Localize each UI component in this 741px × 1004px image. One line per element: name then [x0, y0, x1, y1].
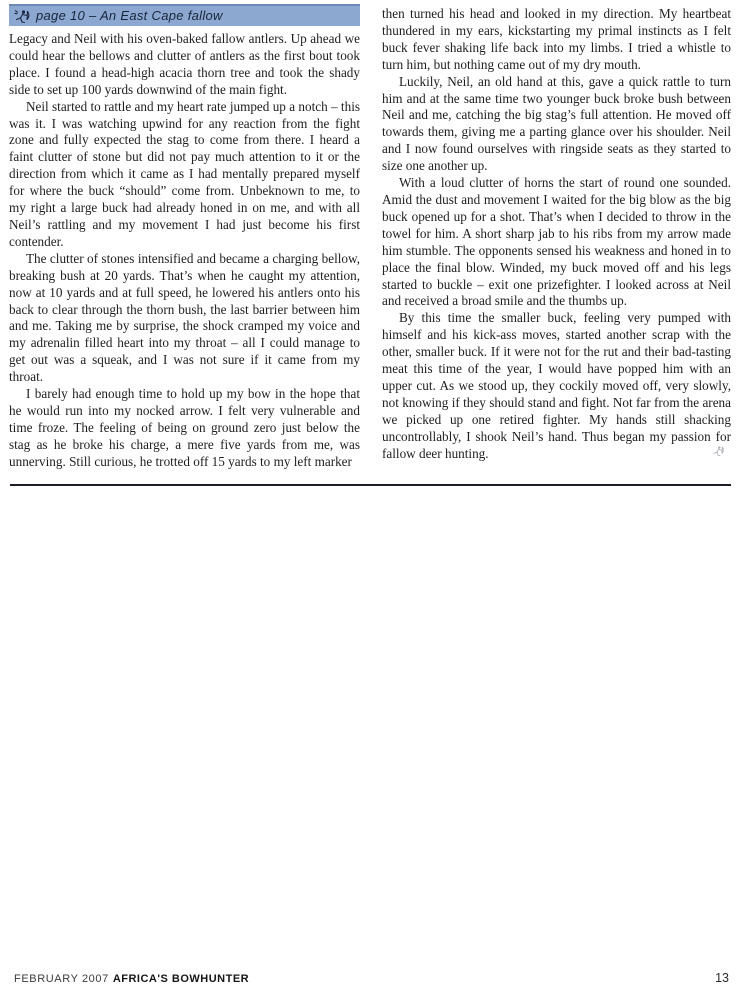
footer-issue: FEBRUARY 2007	[14, 973, 109, 985]
archer-icon	[14, 9, 31, 24]
footer-issue-line	[14, 973, 249, 985]
right-column	[382, 6, 731, 462]
continuation-header-label: page 10 – An East Cape fallow	[36, 7, 223, 23]
paragraph-text: By this time the smaller buck, feeling very pumped with himself and his kick-ass moves, started another scrap with the other, smaller buck. If it were not for the rut and their bad-tasting meat this time of the year, I would have popped him with an upper cut. As we stood up, they cockily moved off, very slowly, not knowing if they should stand and fight. Not far from the arena we picked up one retired fighter. My hands still shacking uncontrollably, I shook Neil’s hand. Thus began my passion for fallow deer hunting.	[382, 310, 731, 461]
footer-magazine-title: AFRICA'S BOWHUNTER	[112, 973, 250, 985]
paragraph: With a loud clutter of horns the start of round one sounded. Amid the dust and movement I waited for the big blow as the big buck opened up for a shot. That’s when I decided to throw in the towel for him. A short sharp jab to his ribs from my arrow made him stumble. The opponents sensed his weakness and honed in to place the final blow. Winded, my buck moved off and his legs started to buckle – exit one prizefighter. I looked across at Neil and received a broad smile and the thumbs up.	[382, 175, 731, 309]
page-footer	[14, 971, 729, 985]
paragraph: The clutter of stones intensified and became a charging bellow, breaking bush at 20 yards. That’s when he caught my attention, now at 10 yards and at full speed, he lowered his antlers onto his back to clear through the thorn bush, the last barrier between him and me. Taking me by surprise, the shock cramped my voice and my adrenalin filled heart into my throat – all I could manage to get out was a squeak, and I was not sure if it came from my throat.	[9, 250, 360, 385]
paragraph: Legacy and Neil with his oven-baked fallow antlers. Up ahead we could hear the bellows and clutter of antlers as the first bout took place. I found a head-high acacia thorn tree and took the shady side to set up 100 yards downwind of the main fight.	[9, 31, 360, 97]
left-column	[9, 4, 360, 471]
paragraph	[382, 310, 731, 462]
paragraph: Neil started to rattle and my heart rate jumped up a notch – this was it. I was watching upwind for any reaction from the fight zone and fully expected the stag to come from there. I heard a faint clutter of stone but did not pay much attention to it or the direction from which it came as I had mentally prepared myself for where the buck “should” come from. Unbeknown to me, to my right a large buck had already honed in on me, and with all Neil’s rattling and my movement I had just become his first contender.	[9, 98, 360, 249]
archer-end-mark-icon	[695, 445, 725, 462]
divider-rule	[10, 484, 731, 486]
paragraph: I barely had enough time to hold up my bow in the hope that he would run into my nocked arrow. I felt very vulnerable and time froze. The feeling of being on ground zero just below the stag as he broke his charge, a mere five yards from me, was unnerving. Still curious, he trotted off 15 yards to my left marker	[9, 386, 360, 469]
continuation-header-bar	[9, 4, 360, 26]
page-number: 13	[715, 971, 729, 985]
paragraph: then turned his head and looked in my direction. My heartbeat thundered in my ears, kickstarting my primal instincts as I felt buck fever shaking life back into my limbs. I tried a whistle to turn him, but nothing came out of my dry mouth.	[382, 6, 731, 72]
paragraph: Luckily, Neil, an old hand at this, gave a quick rattle to turn him and at the same time two younger buck broke bush between Neil and me, catching the big stag’s full attention. He moved off towards them, giving me a parting glance over his shoulder. Neil and I now found ourselves with ringside seats as they started to size one another up.	[382, 73, 731, 174]
